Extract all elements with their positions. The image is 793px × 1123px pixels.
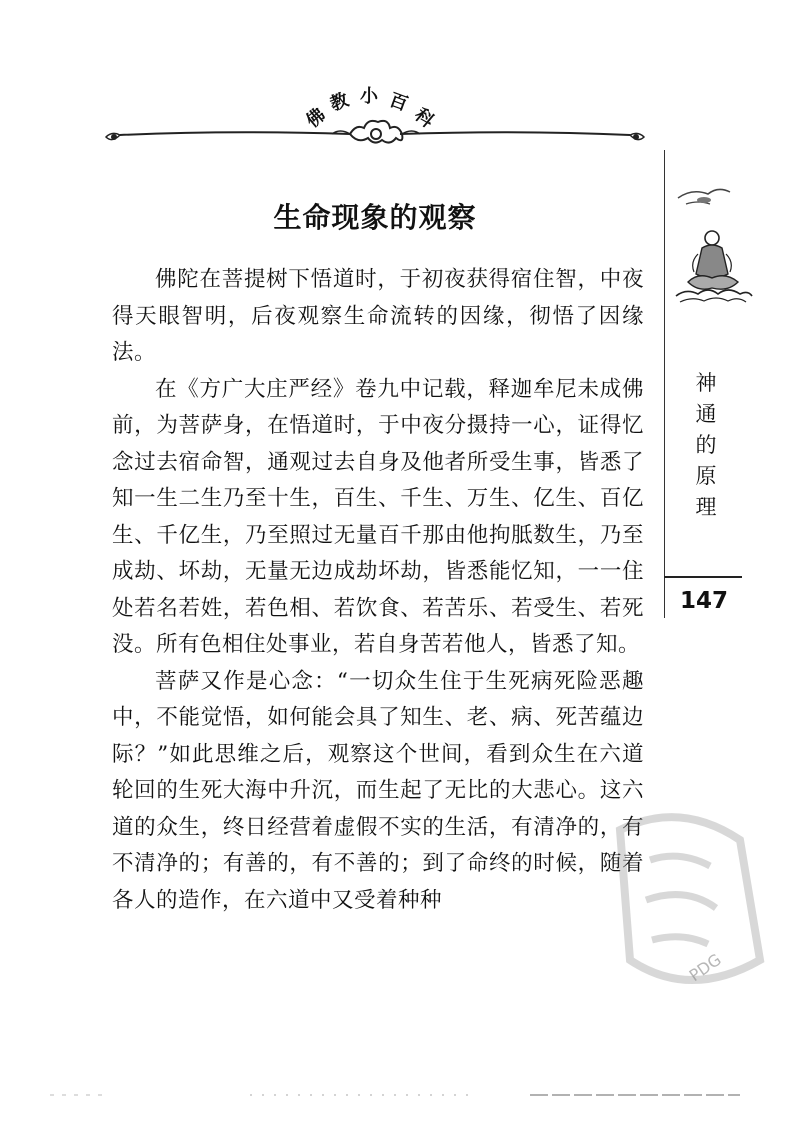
section-title-char: 理 [695,495,717,519]
page-number: 147 [680,588,729,614]
section-title-char: 通 [695,402,717,426]
series-title-char: 科 [410,104,438,132]
lotus-figure-icon [668,150,758,310]
chapter-title: 生命现象的观察 [273,201,477,234]
side-rule-horizontal [664,576,742,578]
cloud-divider-ornament [80,60,670,180]
side-rule-vertical [664,150,665,618]
body-text [112,262,644,919]
watermark-text: PDG [685,949,725,986]
paragraph: 佛陀在菩提树下悟道时，于初夜获得宿住智，中夜得天眼智明，后夜观察生命流转的因缘，彻悟了因缘法。 [112,267,644,365]
section-title-char: 原 [695,464,717,488]
series-title-char: 小 [360,86,378,107]
scan-noise [50,1085,750,1095]
header-emblem [80,60,670,180]
section-title-char: 的 [695,433,717,457]
section-title-char: 神 [695,371,717,395]
paragraph: 菩萨又作是心念：“一切众生住于生死病死险恶趣中，不能觉悟，如何能会具了知生、老、病、死苦蕴边际？”如此思维之后，观察这个世间，看到众生在六道轮回的生死大海中升沉，而生起了无比的大悲心。这六道的众生，终日经营着虚假不实的生活，有清净的，有不清净的；有善的，有不善的；到了命终的时候，随着各人的造作，在六道中又受着种种 [112,668,644,913]
side-illustration [668,150,758,310]
paragraph: 在《方广大庄严经》卷九中记载，释迦牟尼未成佛前，为菩萨身，在悟道时，于中夜分摄持一心，证得忆念过去宿命智，通观过去自身及他者所受生事，皆悉了知一生二生乃至十生，百生、千生、万生、亿生、百亿生、千亿生，乃至照过无量百千那由他拘胝数生，乃至成劫、坏劫，无量无边成劫坏劫，皆悉能忆知，一一住处若名若姓，若色相、若饮食、若苦乐、若受生、若死没。所有色相住处事业，若自身苦若他人，皆悉了知。 [112,376,644,657]
series-title-char: 教 [327,89,352,116]
series-title-char: 佛 [302,104,330,132]
section-title [686,368,726,523]
series-title-char: 百 [386,89,411,116]
